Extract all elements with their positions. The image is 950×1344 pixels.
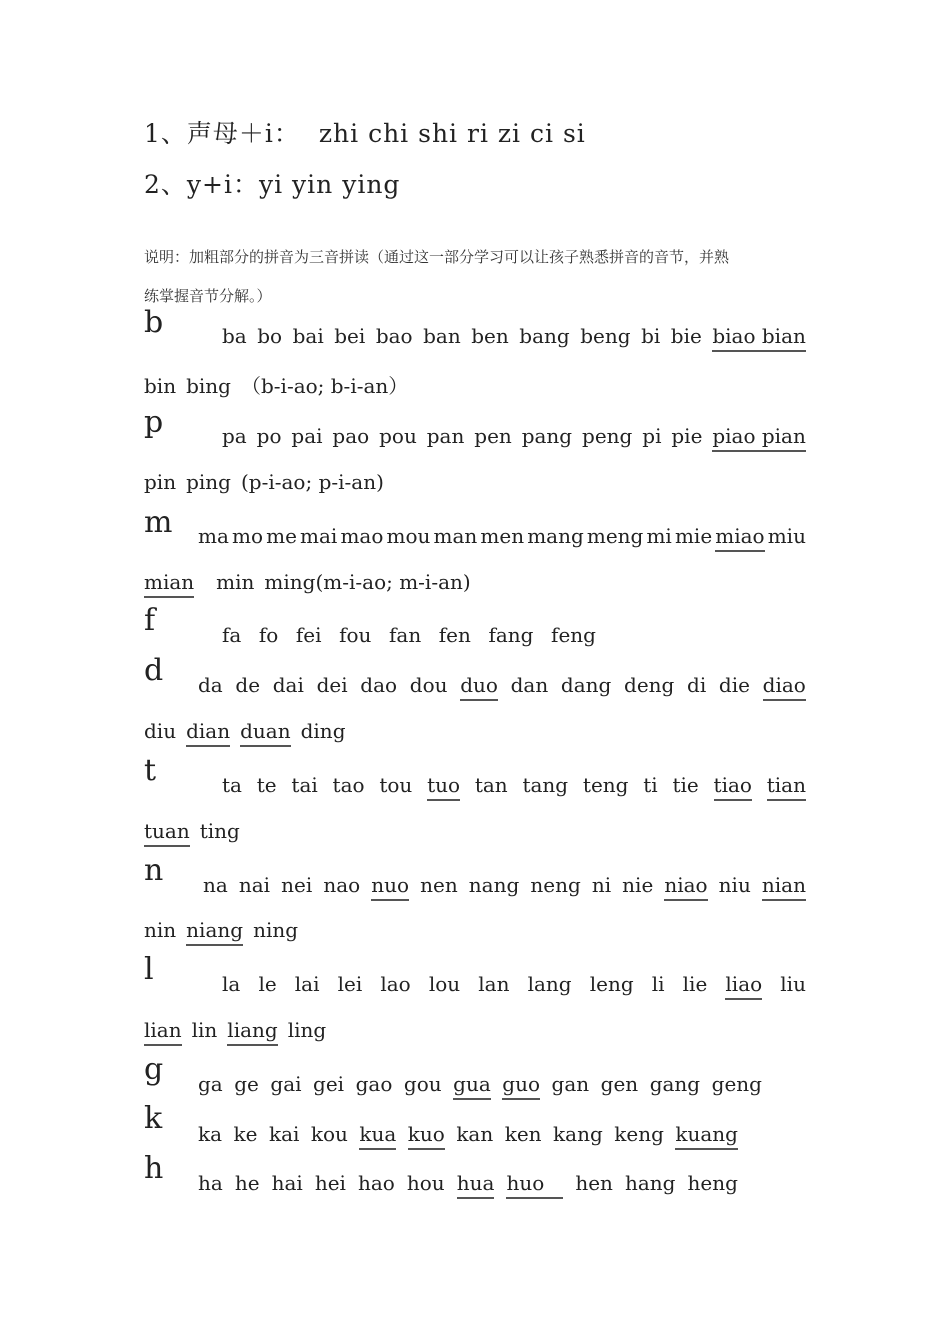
syllable: deng: [624, 673, 675, 697]
syllable: bing: [186, 374, 231, 398]
syllable: fou: [339, 623, 372, 647]
syllable-continuation-b: [144, 370, 418, 399]
syllable: ken: [504, 1122, 542, 1146]
syllable: ta: [222, 773, 242, 797]
syllable-row-f: [222, 623, 596, 647]
syllable: pin: [144, 470, 177, 494]
syllable: fen: [438, 623, 471, 647]
syllable: pai: [291, 424, 323, 448]
syllable-row-t: [222, 773, 806, 801]
syllable: ke: [233, 1122, 258, 1146]
syllable-underlined: liang: [227, 1018, 277, 1046]
syllable: po: [256, 424, 282, 448]
syllable-underlined: duo: [460, 673, 498, 701]
syllable: mie: [674, 524, 713, 548]
syllable: pan: [426, 424, 465, 448]
syllable: mang: [527, 524, 584, 548]
syllable: liu: [780, 972, 806, 996]
syllable: mai: [300, 524, 338, 548]
syllable: da: [198, 673, 223, 697]
syllable: me: [266, 524, 297, 548]
syllable-continuation-t: [144, 819, 250, 843]
syllable: nao: [323, 873, 361, 897]
syllable: ting: [199, 819, 240, 843]
syllable-continuation-m: [144, 570, 481, 594]
syllable-row-b: [222, 324, 806, 352]
syllable: bang: [519, 324, 570, 348]
syllable: ben: [471, 324, 509, 348]
syllable: hei: [314, 1171, 346, 1195]
syllable: le: [258, 972, 277, 996]
syllable: mao: [340, 524, 384, 548]
syllable: di: [687, 673, 707, 697]
syllable-continuation-l: [144, 1018, 336, 1042]
syllable: kai: [268, 1122, 300, 1146]
syllable: lai: [294, 972, 320, 996]
syllable-underlined: piao pian: [712, 424, 806, 452]
syllable: ping: [186, 470, 231, 494]
syllable: feng: [551, 623, 596, 647]
initial-f: f: [144, 603, 156, 638]
syllable-row-d: [198, 673, 806, 701]
syllable-underlined: hua: [457, 1171, 495, 1199]
initial-b: b: [144, 305, 164, 340]
syllable: heng: [687, 1171, 738, 1195]
syllable: fo: [258, 623, 279, 647]
syllable: gang: [649, 1072, 701, 1096]
syllable: nie: [622, 873, 654, 897]
syllable: tang: [522, 773, 569, 797]
syllable-row-g: [198, 1072, 762, 1100]
heading-zhi-group: [144, 114, 586, 150]
syllable-underlined: tuo: [427, 773, 460, 801]
initial-n: n: [144, 853, 164, 888]
syllable: gan: [551, 1072, 590, 1096]
syllable: tie: [672, 773, 699, 797]
syllable: bin: [144, 374, 177, 398]
syllable-underlined: kuo: [408, 1122, 445, 1150]
syllable: tou: [379, 773, 413, 797]
syllable-underlined: gua: [453, 1072, 491, 1100]
syllable: teng: [582, 773, 629, 797]
syllable-continuation-d: [144, 719, 356, 743]
syllable: kan: [456, 1122, 494, 1146]
syllable-underlined: kua: [359, 1122, 396, 1150]
syllable: hao: [357, 1171, 395, 1195]
syllable: lie: [682, 972, 708, 996]
syllable: leng: [589, 972, 634, 996]
syllable: ban: [423, 324, 461, 348]
syllable-underlined: dian: [186, 719, 230, 747]
syllable: ding: [300, 719, 346, 743]
syllable-underlined: liao: [725, 972, 762, 1000]
syllable: dai: [272, 673, 304, 697]
syllable: pao: [332, 424, 370, 448]
note-line-1: 说明：加粗部分的拼音为三音拼读（通过这一部分学习可以让孩子熟悉拼音的音节，并熟: [144, 248, 730, 266]
syllable: gao: [355, 1072, 393, 1096]
syllable: bai: [292, 324, 324, 348]
syllable-underlined: lian: [144, 1018, 182, 1046]
syllable-row-n: [203, 873, 806, 901]
syllable: he: [234, 1171, 260, 1195]
syllable: pie: [671, 424, 703, 448]
syllable: mou: [386, 524, 431, 548]
syllable-row-p: [222, 424, 806, 452]
syllable: peng: [582, 424, 633, 448]
syllable: nang: [468, 873, 520, 897]
syllable: nen: [420, 873, 458, 897]
syllable: gou: [403, 1072, 442, 1096]
syllable: beng: [580, 324, 631, 348]
syllable: pa: [222, 424, 247, 448]
syllable-underlined: niao: [664, 873, 707, 901]
syllable: fa: [222, 623, 242, 647]
syllable: pou: [379, 424, 417, 448]
syllable: bo: [257, 324, 283, 348]
syllable: meng: [586, 524, 644, 548]
syllable: kou: [310, 1122, 348, 1146]
heading-prefix: 1、声母＋i：: [144, 119, 300, 148]
syllable: gei: [313, 1072, 345, 1096]
syllable: dang: [560, 673, 612, 697]
syllable-row-k: [198, 1122, 738, 1150]
syllable: lin: [191, 1018, 218, 1042]
syllable-row-l: [222, 972, 806, 1000]
syllable-underlined: biao bian: [712, 324, 806, 352]
syllable-underlined: tiao: [714, 773, 752, 801]
syllable-underlined: tian: [767, 773, 806, 801]
syllable: min: [216, 570, 255, 594]
syllable: ha: [198, 1171, 223, 1195]
initial-k: k: [144, 1101, 163, 1136]
syllable-underlined: diao: [763, 673, 806, 701]
syllable: （b-i-ao; b-i-an）: [240, 374, 409, 398]
syllable: niu: [718, 873, 751, 897]
syllable: dan: [510, 673, 549, 697]
syllable: la: [222, 972, 241, 996]
syllable: lang: [527, 972, 572, 996]
initial-d: d: [144, 653, 164, 688]
syllable: geng: [711, 1072, 762, 1096]
syllable: pang: [521, 424, 573, 448]
syllable: ti: [643, 773, 658, 797]
syllable: ming(m-i-ao; m-i-an): [264, 570, 471, 594]
initial-h: h: [144, 1151, 164, 1186]
syllable: lei: [337, 972, 363, 996]
syllable-underlined: huo: [506, 1171, 563, 1199]
syllable: tan: [474, 773, 508, 797]
syllable: fei: [295, 623, 322, 647]
syllable: ni: [591, 873, 612, 897]
initial-m: m: [144, 505, 173, 540]
syllable: nin: [144, 918, 177, 942]
syllable: dou: [409, 673, 448, 697]
syllable-underlined: kuang: [675, 1122, 738, 1150]
syllable: fan: [389, 623, 422, 647]
syllable: bi: [641, 324, 661, 348]
syllable: men: [480, 524, 525, 548]
syllable-underlined: guo: [502, 1072, 540, 1100]
initial-t: t: [144, 753, 157, 788]
syllable: gen: [600, 1072, 639, 1096]
syllable: ga: [198, 1072, 223, 1096]
syllable: te: [256, 773, 277, 797]
syllable: kang: [553, 1122, 603, 1146]
syllable: nei: [281, 873, 313, 897]
syllable: ge: [234, 1072, 259, 1096]
syllable-row-h: [198, 1171, 738, 1199]
syllable-underlined: miao: [715, 524, 764, 552]
syllable: hou: [406, 1171, 445, 1195]
syllable: lou: [428, 972, 461, 996]
heading-syllables: zhi chi shi ri zi ci si: [318, 119, 586, 148]
syllable: dei: [316, 673, 348, 697]
syllable: gai: [270, 1072, 302, 1096]
syllable: tao: [332, 773, 365, 797]
syllable: neng: [530, 873, 581, 897]
syllable: ning: [253, 918, 299, 942]
syllable: lao: [380, 972, 411, 996]
syllable-row-m: [198, 524, 806, 552]
syllable: ka: [198, 1122, 223, 1146]
syllable: hai: [271, 1171, 303, 1195]
initial-p: p: [144, 405, 164, 440]
syllable: na: [203, 873, 228, 897]
syllable: bie: [670, 324, 702, 348]
syllable: diu: [144, 719, 177, 743]
syllable: ba: [222, 324, 247, 348]
initial-l: l: [144, 952, 154, 987]
syllable: nai: [238, 873, 271, 897]
syllable: keng: [614, 1122, 664, 1146]
syllable: mo: [232, 524, 264, 548]
syllable: ma: [198, 524, 229, 548]
syllable-continuation-p: [144, 470, 394, 494]
syllable-underlined: tuan: [144, 819, 190, 847]
syllable-continuation-n: [144, 918, 308, 942]
syllable: die: [718, 673, 750, 697]
syllable: ling: [287, 1018, 327, 1042]
syllable: pen: [474, 424, 512, 448]
syllable: miu: [767, 524, 806, 548]
syllable: hang: [624, 1171, 676, 1195]
syllable: pi: [642, 424, 662, 448]
heading-y-group: 2、y+i：yi yin ying: [144, 170, 401, 199]
syllable: hen: [575, 1171, 613, 1195]
syllable: tai: [291, 773, 318, 797]
syllable: fang: [488, 623, 534, 647]
syllable-underlined: mian: [144, 570, 194, 598]
syllable-underlined: nuo: [371, 873, 409, 901]
syllable-underlined: niang: [186, 918, 243, 946]
syllable: de: [235, 673, 261, 697]
syllable-underlined: duan: [240, 719, 291, 747]
syllable: bao: [375, 324, 413, 348]
syllable: li: [651, 972, 665, 996]
syllable: bei: [334, 324, 366, 348]
note-line-2: 练掌握音节分解。）: [144, 287, 272, 305]
syllable: lan: [478, 972, 510, 996]
syllable: dao: [360, 673, 398, 697]
syllable-underlined: nian: [762, 873, 806, 901]
initial-g: g: [144, 1052, 164, 1087]
syllable: mi: [646, 524, 672, 548]
syllable: (p-i-ao; p-i-an): [240, 470, 384, 494]
syllable: man: [433, 524, 478, 548]
